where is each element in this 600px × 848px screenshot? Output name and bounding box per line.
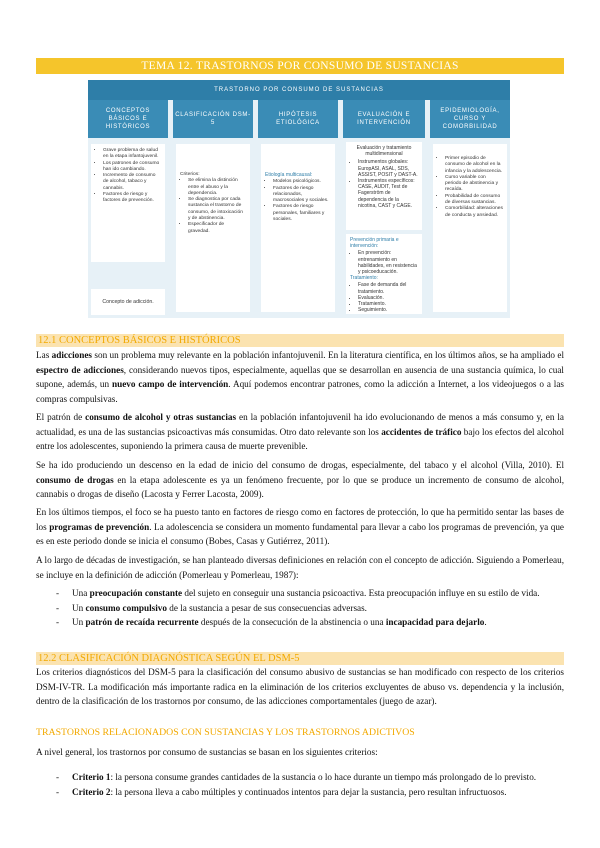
bullet-list: [36, 770, 564, 799]
bold-term: patrón de recaída recurrente: [85, 617, 199, 627]
column-body: [176, 144, 250, 312]
text-run: Una: [72, 588, 90, 598]
text-run: Un: [72, 617, 86, 627]
column-title: HIPÓTESIS ETIOLÓGICA: [258, 100, 338, 138]
list-item: - Criterio 1: la persona consume grandes cantidades de la sustancia o lo hace durante un tiempo más prolongado de lo previsto.: [56, 772, 537, 782]
box-label: Tratamiento:: [350, 275, 378, 282]
paragraph: [36, 410, 564, 454]
list-item: • Grave problema de salud en la etapa infantojuvenil.: [103, 148, 161, 161]
text-run: A lo largo de décadas de investigación, se han planteado diversas definiciones en relación con el concepto de adicción. Siguiendo a Pomerleau, se incluye en la definición de adicción (Pomerleau y Pomerleau, 1987):: [36, 555, 564, 580]
text-run: son un problema muy relevante en la población infantojuvenil. En la literatura científica, en los últimos años, se ha ampliado el: [92, 350, 564, 360]
bold-term: nuevo campo de intervención: [111, 379, 229, 390]
text-run: A nivel general, los trastornos por consumo de sustancias se basan en los siguientes criterios:: [36, 747, 378, 757]
paragraph: [36, 348, 564, 407]
list-item: • En prevención: entrenamiento en habilidades, en resistencia y psicoeducación.: [358, 250, 418, 275]
text-run: Las: [36, 350, 52, 360]
column-body: [433, 144, 507, 312]
bold-term: accidentes de tráfico: [381, 426, 462, 437]
box-title: Evaluación y tratamiento multidimensional: [356, 145, 412, 158]
text-run: de la sustancia a pesar de sus consecuencias adversas.: [166, 602, 367, 613]
diagram-header: [88, 80, 510, 100]
list-item: • Probabilidad de consumo de diversas sustancias.: [445, 194, 503, 207]
section-heading-12-2: 12.2 CLASIFICACIÓN DIAGNÓSTICA SEGÚN EL DSM-5: [36, 652, 564, 665]
column-title: CLASIFICACIÓN DSM-5: [173, 100, 253, 138]
column-title: CONCEPTOS BÁSICOS E HISTÓRICOS: [88, 100, 168, 138]
list-item: • Evaluación.: [358, 295, 418, 301]
diagram-column-etiology: [258, 100, 338, 318]
list-item: • Tratamiento.: [358, 301, 418, 307]
column-label: Criterios:: [180, 172, 200, 177]
list-item: • Especificador de gravedad.: [188, 222, 246, 235]
text-run: , considerando nuevos tipos, especialmente, aquellas que se desarrollan en ausencia de una sustancia química, lo cual supone, además, un: [36, 364, 564, 390]
text-run: bajo los efectos del alcohol entre los adolescentes, suponiendo la primera causa de muerte prevenible.: [36, 426, 564, 452]
page-title: TEMA 12. TRASTORNOS POR CONSUMO DE SUSTANCIAS: [36, 58, 564, 74]
text-run: : la persona lleva a cabo múltiples y continuados intentos para dejar la sustancia, pero resultan infructuosos.: [110, 786, 507, 797]
text-run: en la población infantojuvenil ha ido evolucionando de menos a más consumo y, en la actualidad, es una de las sustancias psicoactivas más consumidas. Otro dato relevante son los: [36, 412, 564, 437]
list-item: • Se elimina la distinción entre el abuso y la dependencia.: [188, 178, 246, 197]
list-item: • Factores de riesgo relacionados, macrosociales y sociales.: [273, 186, 331, 205]
text-run: . La adolescencia se considera un momento fundamental para llevar a cabo los programas de prevención, ya que es en este periodo donde se inicia el consumo (Bobes, Casas y Gutiérrez, 2011).: [36, 521, 564, 547]
text-run: del sujeto en conseguir una sustancia psicoactiva. Esta preocupación influye en su estilo de vida.: [182, 588, 540, 598]
column-footer: Concepto de adicción.: [91, 289, 165, 315]
bold-term: consumo de alcohol y otras sustancias: [85, 412, 237, 422]
list-item: • Comorbilidad: alteraciones de conducta y ansiedad.: [445, 206, 503, 219]
list-item: • Factores de riesgo y factores de prevención.: [103, 192, 161, 205]
bold-term: Criterio 1: [72, 772, 111, 782]
text-run: en la etapa adolescente es ya un fenómeno frecuente, por lo que se produce un incremento de consumo de alcohol, cannabis o drogas de diseño (Lacosta y Ferrer Lacosta, 2009).: [36, 474, 565, 500]
list-item: • Modelos psicológicos.: [273, 179, 331, 185]
section-heading-12-1: 12.1 CONCEPTOS BÁSICOS E HISTÓRICOS: [36, 334, 564, 347]
list-item: • Instrumentos específicos: CASE, AUDIT, Test de Fagerström de dependencia de la nicotina, CAST y CAGE.: [358, 178, 418, 209]
list-item: - Una preocupación constante del sujeto en conseguir una sustancia psicoactiva. Esta preocupación influye en su estilo de vida.: [56, 588, 540, 598]
bold-term: espectro de adicciones: [36, 364, 124, 375]
list-item: • Instrumentos globales: EuropASI, ASAL, SDS, ASSIST, POSIT y DAST-A.: [358, 159, 418, 178]
bullet-list: [36, 586, 564, 630]
bold-term: programas de prevención: [49, 521, 150, 532]
bold-term: Criterio 2: [72, 786, 111, 797]
list-item: • Primer episodio de consumo de alcohol en la infancia y la adolescencia.: [445, 156, 503, 175]
paragraph: [36, 553, 564, 582]
subsection-title: TRASTORNOS RELACIONADOS CON SUSTANCIAS Y LOS TRASTORNOS ADICTIVOS: [36, 727, 415, 738]
intervention-box: [346, 234, 422, 314]
text-run: Los criterios diagnósticos del DSM-5 para la clasificación del consumo abusivo de sustancias se han modificado con respecto de los criterios DSM-IV-TR. La modificación más importante radica en la eliminación de los criterios excluyentes de abuso vs. dependencia y la inclusión, dentro de la clasificación de los trastornos por consumo, de las adicciones comportamentales (juego de azar).: [36, 667, 564, 707]
paragraph: [36, 505, 564, 549]
text-run: : la persona consume grandes cantidades de la sustancia o lo hace durante un tiempo más prolongado de lo previsto.: [110, 772, 537, 782]
text-run: El patrón de: [36, 412, 86, 422]
diagram-header-label: TRASTORNO POR CONSUMO DE SUSTANCIAS: [214, 87, 384, 93]
column-body: [261, 144, 335, 312]
text-run: Se ha ido produciendo un descenso en la edad de inicio del consumo de drogas, especialmente, del tabaco y el alcohol (Villa, 2010). El: [36, 460, 564, 470]
diagram-column-epidemiology: [430, 100, 510, 318]
box-title: Prevención primaria e intervención:: [350, 237, 399, 250]
text-run: después de la consecución de la abstinencia o una: [198, 617, 386, 627]
list-item: • Seguimiento.: [358, 307, 418, 313]
text-run: En los últimos tiempos, el foco se ha puesto tanto en factores de riesgo como en factores de protección, lo que ha permitido sentar las bases de los: [36, 507, 564, 532]
list-item: - Criterio 2: la persona lleva a cabo múltiples y continuados intentos para dejar la sustancia, pero resultan infructuosos.: [56, 786, 507, 797]
list-item: • Curso variable con periodo de abstinencia y recaída.: [445, 175, 503, 194]
list-item: • Factores de riesgo personales, familiares y sociales.: [273, 204, 331, 223]
column-title: EPIDEMIOLOGÍA, CURSO Y COMORBILIDAD: [430, 100, 510, 138]
text-run: Un: [72, 602, 86, 613]
list-item: • Los patrones de consumo han ido cambiando.: [103, 161, 161, 174]
list-item: • Se diagnostica por cada sustancia el trastorno de consumo, de intoxicación y de abstinencia.: [188, 197, 246, 222]
list-item: - Un consumo compulsivo de la sustancia a pesar de sus consecuencias adversas.: [56, 602, 367, 613]
text-run: . Aquí podemos encontrar patrones, como la adicción a Internet, a los videojuegos o a las compras compulsivas.: [36, 379, 564, 405]
bold-term: preocupación constante: [89, 588, 183, 598]
column-label: Etiología multicausal:: [265, 172, 313, 178]
bold-term: adicciones: [51, 350, 92, 360]
diagram-column-dsm5: [173, 100, 253, 318]
column-body: [91, 144, 165, 262]
list-item: • Fase de demanda del tratamiento.: [358, 282, 418, 294]
summary-diagram: [88, 80, 510, 318]
list-item: • Incremento de consumo de alcohol, tabaco y cannabis.: [103, 173, 161, 192]
diagram-columns: [88, 100, 510, 318]
evaluation-box: [346, 142, 422, 230]
diagram-column-evaluation: [343, 100, 425, 318]
diagram-column-concepts: [88, 100, 168, 318]
text-run: .: [484, 617, 487, 627]
bold-term: consumo de drogas: [36, 474, 114, 485]
paragraph: [36, 458, 564, 502]
paragraph: [36, 745, 564, 760]
paragraph: [36, 665, 564, 709]
list-item: - Un patrón de recaída recurrente después de la consecución de la abstinencia o una incapacidad para dejarlo.: [56, 617, 487, 627]
column-title: EVALUACIÓN E INTERVENCIÓN: [343, 100, 425, 138]
bold-term: consumo compulsivo: [85, 602, 167, 613]
bold-term: incapacidad para dejarlo: [385, 617, 485, 627]
